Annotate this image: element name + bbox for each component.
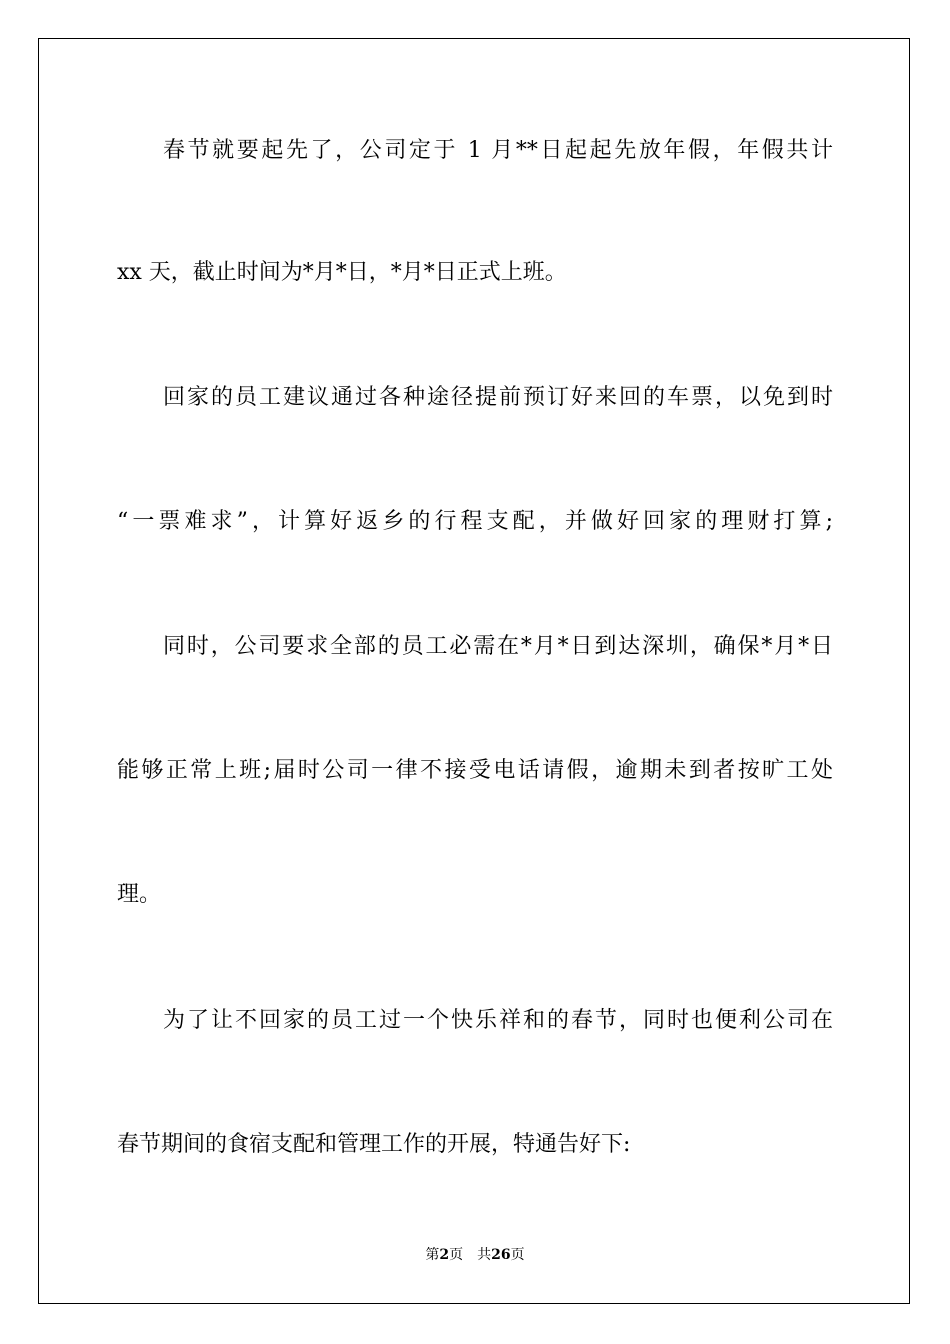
body-line-8: 为了让不回家的员工过一个快乐祥和的春节，同时也便利公司在 — [163, 1008, 833, 1033]
body-line-7: 理。 — [117, 882, 162, 907]
body-line-3: 回家的员工建议通过各种途径提前预订好来回的车票，以免到时 — [163, 385, 833, 410]
footer-page-suffix: 页 — [449, 1247, 464, 1263]
body-line-4: “一票难求”，计算好返乡的行程支配，并做好回家的理财打算; — [117, 509, 833, 534]
body-line-2: xx 天，截止时间为*月*日，*月*日正式上班。 — [117, 260, 567, 285]
footer-page-number: 2 — [439, 1247, 450, 1263]
footer-page-prefix: 第 — [425, 1247, 440, 1263]
footer-total-suffix: 页 — [510, 1247, 525, 1263]
footer-total-pages: 26 — [491, 1247, 511, 1263]
body-line-5: 同时，公司要求全部的员工必需在*月*日到达深圳，确保*月*日 — [163, 634, 833, 659]
page-border — [38, 38, 910, 1304]
footer-total-prefix: 共 — [477, 1247, 492, 1263]
body-line-1: 春节就要起先了，公司定于 1 月**日起起先放年假，年假共计 — [163, 138, 833, 163]
body-line-9: 春节期间的食宿支配和管理工作的开展，特通告好下: — [117, 1132, 631, 1157]
page-footer — [0, 1246, 950, 1264]
body-line-6: 能够正常上班;届时公司一律不接受电话请假，逾期未到者按旷工处 — [117, 758, 833, 783]
